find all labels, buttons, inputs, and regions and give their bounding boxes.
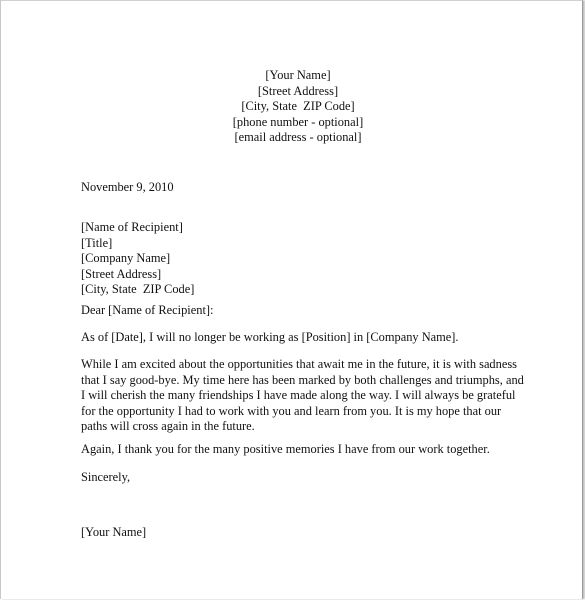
paragraph-farewell: [81, 357, 524, 435]
paragraph-line: paths will cross again in the future.: [81, 419, 255, 434]
sender-city-state-zip: [City, State ZIP Code]: [241, 99, 355, 114]
letter-date: November 9, 2010: [81, 180, 174, 194]
recipient-name: [Name of Recipient]: [81, 220, 183, 234]
paragraph-line: While I am excited about the opportunities that await me in the future, it is with sadness: [81, 357, 517, 371]
sender-address-block: [1, 68, 585, 146]
recipient-title: [Title]: [81, 235, 113, 250]
closing: Sincerely,: [81, 470, 131, 484]
sender-phone: [phone number - optional]: [232, 114, 364, 129]
sender-name: [Your Name]: [265, 68, 331, 82]
paragraph-resignation-notice: As of [Date], I will no longer be working as [Position] in [Company Name].: [81, 330, 459, 344]
paragraph-line: I will cherish the many friendships I have made along the way. I will always be grateful: [81, 388, 516, 403]
paragraph-thanks: Again, I thank you for the many positive memories I have from our work together.: [81, 442, 490, 456]
recipient-city-state-zip: [City, State ZIP Code]: [81, 282, 195, 297]
sender-email: [email address - optional]: [234, 130, 362, 145]
salutation: Dear [Name of Recipient]:: [81, 303, 214, 317]
recipient-street: [Street Address]: [81, 266, 162, 281]
signature-name: [Your Name]: [81, 525, 147, 539]
paragraph-line: for the opportunity I had to work with you and learn from you. It is my hope that our: [81, 403, 502, 418]
paragraph-line: that I say good-bye. My time here has been marked by both challenges and triumphs, and: [81, 372, 524, 387]
recipient-company: [Company Name]: [81, 251, 171, 266]
sender-street: [Street Address]: [257, 83, 339, 98]
recipient-address-block: [81, 220, 194, 298]
